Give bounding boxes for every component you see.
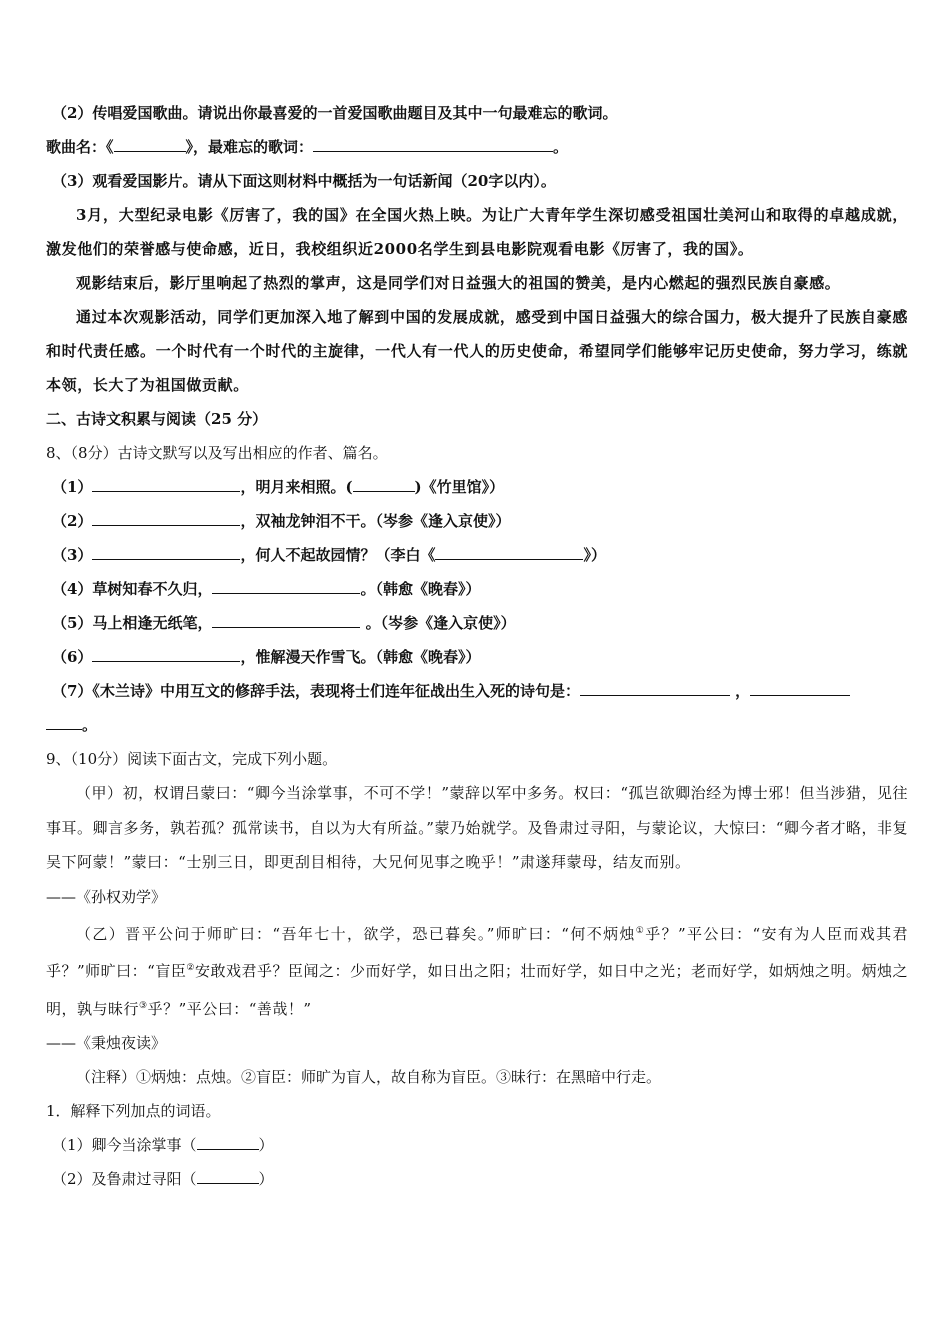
section-two-heading	[46, 402, 908, 436]
sub-question-1-item-2	[46, 1162, 908, 1196]
recite-item-5-text: （5）马上相逢无纸笔，	[52, 614, 213, 632]
recite-item-1-num: （1）	[52, 478, 93, 496]
sub-question-1-item-2-text: （2）及鲁肃过寻阳（	[52, 1170, 197, 1188]
sub-question-1-item-1-text: （1）卿今当涂掌事（	[52, 1136, 197, 1154]
recite-item-4-text: （4）草树知春不久归，	[52, 580, 213, 598]
recite-item-1	[46, 470, 908, 504]
sub-question-1-item-1-blank[interactable]	[197, 1135, 259, 1150]
song-name-prefix: 歌曲名：《	[46, 138, 114, 156]
song-answer-line	[46, 130, 908, 164]
song-name-blank[interactable]	[114, 137, 186, 152]
passage-yi-part-a: （乙）晋平公问于师旷曰：“吾年七十，欲学，恐已暮矣。”师旷曰：“何不炳烛	[76, 924, 636, 943]
recite-item-7-blank-2[interactable]	[750, 681, 850, 696]
song-name-mid: 》，最难忘的歌词：	[185, 138, 314, 156]
annotation-note-text: （注释）①炳烛：点烛。②盲臣：师旷为盲人，故自称为盲臣。③昧行：在黑暗中行走。	[76, 1068, 662, 1086]
recite-item-3-end: 》）	[583, 546, 606, 564]
footnote-3-mark: ③	[139, 1000, 148, 1011]
passage-yi-part-d: 乎？”平公曰：“善哉！”	[147, 999, 312, 1018]
recite-item-7-mid: ，	[729, 682, 751, 700]
passage-yi-source	[46, 1026, 908, 1060]
question-8-label	[46, 436, 908, 470]
recite-item-3-num: （3）	[52, 546, 93, 564]
question-2-text: （2）传唱爱国歌曲。请说出你最喜爱的一首爱国歌曲题目及其中一句最难忘的歌词。	[52, 104, 618, 122]
recite-item-1-end: )《竹里馆》）	[414, 478, 505, 496]
sub-question-1-label	[46, 1094, 908, 1128]
recite-item-7-blank-2-tail[interactable]	[46, 715, 82, 730]
question-9-text: 9、（10分）阅读下面古文，完成下列小题。	[46, 750, 338, 768]
recite-item-5	[46, 606, 908, 640]
sub-question-1-text: 1．解释下列加点的词语。	[46, 1102, 221, 1120]
passage-jia-source	[46, 880, 908, 914]
sub-question-1-item-2-blank[interactable]	[197, 1169, 259, 1184]
recite-item-6-blank[interactable]	[92, 647, 240, 662]
footnote-1-mark: ①	[635, 925, 646, 936]
song-name-end: 。	[553, 138, 569, 156]
recite-item-5-blank[interactable]	[212, 613, 360, 628]
question-3-label	[46, 164, 908, 198]
recite-item-3-blank[interactable]	[92, 545, 240, 560]
recite-item-2-blank[interactable]	[92, 511, 240, 526]
annotation-note	[46, 1060, 908, 1094]
news-paragraph-3: 通过本次观影活动，同学们更加深入地了解到中国的发展成就，感受到中国日益强大的综合国力，极大提升了民族自豪感和时代责任感。一个时代有一个时代的主旋律，一代人有一代人的历史使命，希望同学们能够牢记历史使命，努力学习，练就本领，长大了为祖国做贡献。	[46, 308, 908, 394]
exam-page	[46, 96, 908, 1196]
recite-item-2	[46, 504, 908, 538]
passage-yi-source-text: ——《秉烛夜读》	[46, 1034, 167, 1052]
question-2-label	[46, 96, 908, 130]
section-two-heading-text: 二、古诗文积累与阅读（25 分）	[46, 410, 268, 428]
recite-item-6-num: （6）	[52, 648, 93, 666]
news-paragraph-2: 观影结束后，影厅里响起了热烈的掌声，这是同学们对日益强大的祖国的赞美，是内心燃起的强烈民族自豪感。	[76, 274, 841, 292]
news-paragraph-1: 3月，大型纪录电影《厉害了，我的国》在全国火热上映。为让广大青年学生深切感受祖国壮美河山和取得的卓越成就，激发他们的荣誉感与使命感，近日，我校组织近2000名学生到县电影院观看电影《厉害了，我的国》。	[46, 206, 908, 258]
question-9-label	[46, 742, 908, 776]
recite-item-1-blank[interactable]	[92, 477, 240, 492]
recite-item-5-end: 。（岑参《逢入京使》）	[360, 614, 516, 632]
recite-item-2-num: （2）	[52, 512, 93, 530]
recite-item-6	[46, 640, 908, 674]
recite-item-1-text: ，明月来相照。(	[240, 478, 353, 496]
passage-jia-source-text: ——《孙权劝学》	[46, 887, 167, 906]
question-3-text: （3）观看爱国影片。请从下面这则材料中概括为一句话新闻（20字以内）。	[52, 172, 556, 190]
recite-item-7-text: （7）《木兰诗》中用互文的修辞手法，表现将士们连年征战出生入死的诗句是：	[52, 682, 580, 700]
recite-item-3-text: ，何人不起故园情？（李白《	[240, 546, 436, 564]
lyric-blank[interactable]	[313, 137, 553, 152]
recite-item-3-title-blank[interactable]	[435, 545, 583, 560]
recite-item-4	[46, 572, 908, 606]
question-8-text: 8、（8分）古诗文默写以及写出相应的作者、篇名。	[46, 444, 388, 462]
recite-item-7-end: 。	[82, 716, 98, 734]
passage-yi	[46, 914, 908, 1027]
footnote-2-mark: ②	[186, 963, 195, 973]
recite-item-7-blank-1[interactable]	[580, 681, 730, 696]
recite-item-7-continued	[46, 708, 908, 742]
recite-item-1-author-blank[interactable]	[353, 477, 415, 492]
sub-question-1-item-1-end: ）	[258, 1136, 274, 1154]
sub-question-1-item-2-end: ）	[258, 1170, 274, 1188]
passage-yi-part-c: 安敢戏君乎？臣闻之：少而好学，如日出之阳；壮而好学，如日中之光；老而好学，如炳烛之明。炳烛之明，孰与昧行	[46, 962, 908, 1018]
recite-item-4-blank[interactable]	[212, 579, 360, 594]
recite-item-4-end: 。（韩愈《晚春》）	[360, 580, 481, 598]
sub-question-1-item-1	[46, 1128, 908, 1162]
passage-jia: （甲）初，权谓吕蒙曰：“卿今当涂掌事，不可不学！”蒙辞以军中多务。权曰：“孤岂欲卿治经为博士邪！但当涉猎，见往事耳。卿言多务，孰若孤？孤常读书，自以为大有所益。”蒙乃始就学。及鲁肃过寻阳，与蒙论议，大惊曰：“卿今者才略，非复吴下阿蒙！”蒙曰：“士别三日，即更刮目相待，大兄何见事之晚乎！”肃遂拜蒙母，结友而别。	[46, 784, 908, 871]
passage-yi-part-b: 乎？”平公曰：“安有为人臣而戏其君乎？”师旷曰：“盲臣	[46, 924, 908, 980]
recite-item-2-text: ，双袖龙钟泪不干。（岑参《逢入京使》）	[240, 512, 511, 530]
recite-item-7	[46, 674, 908, 708]
recite-item-6-text: ，惟解漫天作雪飞。（韩愈《晚春》）	[240, 648, 481, 666]
recite-item-3	[46, 538, 908, 572]
